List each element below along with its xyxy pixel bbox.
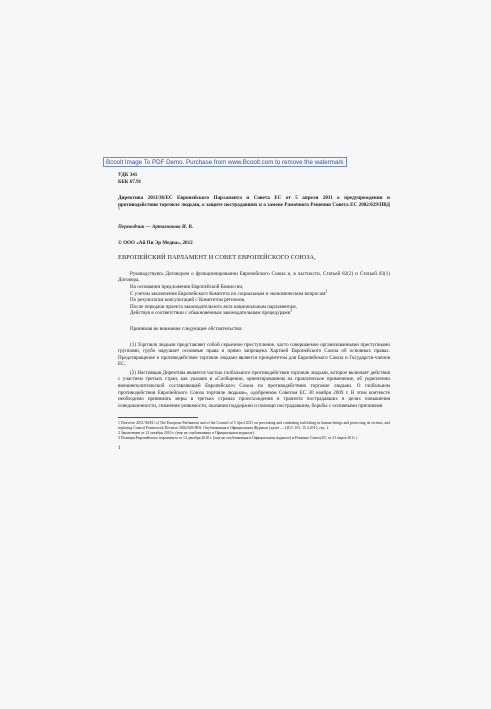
preamble-item: По результатам консультаций с Комитетом регионов, — [130, 297, 246, 304]
preamble-item: На основании предложения Европейской Комиссии, — [130, 283, 244, 290]
preamble-item: С учетом заключения Европейского Комитета по социальным и экономическим вопросам$^2$ — [130, 288, 327, 297]
recital-paragraph: (1) Торговля людьми представляет собой серьезное преступление, часто совершаемое организованными преступными группами, грубо нарушает основные права и прямо запрещена Хартией Европейского Союза об основных правах. Предотвращение и противодействие торговле людьми является приоритетом для Европейского Союза и Государств-членов ЕС. — [118, 341, 390, 368]
document-content — [118, 172, 390, 452]
document-title: Директива 2011/36/ЕС Европейского Парламента и Совета ЕС от 5 апреля 2011 о предупреждении и противодействии торговле людьми, о защите пострадавших и о замене Рамочного Решения Совета ЕС 2002/629/ПВД $^1$ — [118, 195, 390, 211]
preamble-item: Руководствуясь Договором о функционировании Европейского Союза и, в частности, Статьей 82(2) и Статьей 83(1) Договора, — [118, 270, 390, 284]
preamble-item: После передачи проекта законодательного акта национальным парламентам, — [130, 303, 297, 310]
translator-line — [118, 224, 390, 231]
watermark-banner: Bcoolt Image To PDF Demo. Purchase from www.Bcoolt.com to remove the watermark — [103, 157, 347, 167]
footnote-ref-1: 1 — [118, 206, 120, 211]
footnote-divider — [118, 417, 198, 418]
footnote: 1 Directive 2011/36/EU of The European Parliament and of the Council of 5 April 2011 on preventing and combating trafficking in human beings and protecting its victims, and replacing Council Framework Decision 2002/629/JHA. Опубликована в Официальном Журнале (далее — OJ) L 101, 15.4.2011, стр. 1. — [118, 421, 390, 431]
bbk-code: ББК 67.91 — [118, 178, 142, 185]
translator-name: Артамонова И. В. — [151, 223, 194, 230]
page-number: 1 — [118, 445, 121, 452]
translator-label: Переводчик — — [118, 223, 151, 230]
considering-line: Принимая во внимание следующие обстоятельства: — [130, 325, 243, 332]
preamble-list — [118, 271, 390, 317]
recital-paragraph: (2) Настоящая Директива является частью глобального противодействия торговле людьми, которое включает действия с участием третьих стран, как указано в «Сообщении, ориентированном на практическое применение, об укреплении внешнеполитической составляющей Европейского Союза по противодействию торговле людьми. О глобальном противодействии Европейского Союза торговле людьми», одобренном Советом ЕС 30 ноября 2009 г. В этом контексте необходимо принимать меры в третьих странах происхождения и транзита пострадавших в целях повышения осведомленности, снижения уязвимости, оказания поддержки и помощи пострадавшим, борьбы с основными причинами — [118, 369, 390, 409]
udk-code: УДК 341 — [118, 172, 138, 178]
footnote: 3 Позиция Европейского парламента от 14 декабря 2010 г. (еще не опубликована в Официальном журнале) и Решение Совета ЕС от 21 марта 2011 г. — [118, 436, 358, 441]
footnote: 2 Заключение от 21 октября 2010 г. (еще не опубликовано в Официальном журнале). — [118, 431, 255, 436]
preamble-item: Действуя в соответствии с обыкновенным законодательным процедурами$^3$ — [130, 308, 293, 317]
preamble-heading: ЕВРОПЕЙСКИЙ ПАРЛАМЕНТ И СОВЕТ ЕВРОПЕЙСКОГО СОЮЗА, — [118, 254, 316, 262]
copyright-line: © ООО «Ай Пи Эр Медиа», 2012 — [118, 239, 193, 246]
